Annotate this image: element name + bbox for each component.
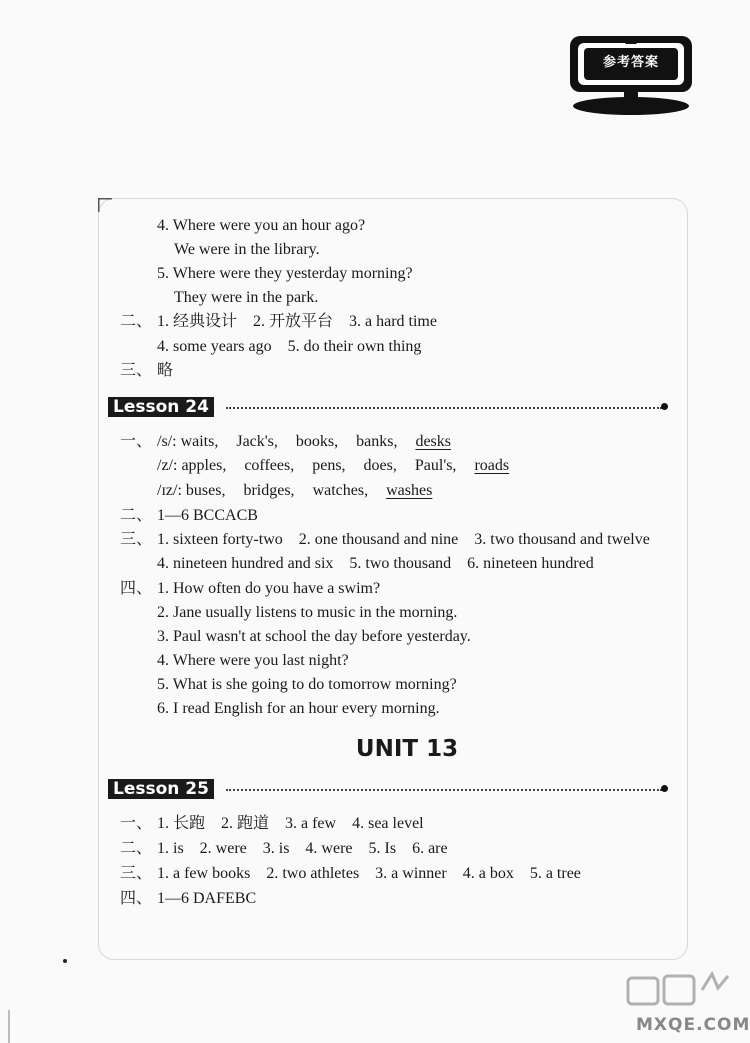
phonics-word: washes: [386, 482, 433, 499]
phonics-prefix: /z/:: [157, 457, 182, 474]
section-label: 二、: [120, 840, 153, 857]
phonics-word: banks,: [356, 433, 398, 450]
answer-line: 4. some years ago 5. do their own thing: [157, 338, 422, 355]
answer-line: 5. What is she going to do tomorrow morning?: [157, 676, 457, 693]
phonics-prefix: /ɪz/:: [157, 482, 186, 499]
phonics-word: pens,: [312, 457, 346, 474]
answer-line: 略: [157, 362, 174, 379]
corner-fold-icon: [98, 198, 112, 212]
watermark-text: MXQE.COM: [636, 1015, 750, 1035]
answer-line: 4. Where were you last night?: [157, 652, 349, 669]
section-label: 三、: [120, 865, 153, 882]
rule-end-dot: [661, 785, 668, 792]
phonics-word: buses,: [185, 482, 226, 499]
phonics-word: waits,: [180, 433, 219, 450]
phonics-prefix: /s/:: [157, 433, 181, 450]
answer-badge-label: 参考答案: [602, 55, 659, 70]
answer-line: 1. is 2. were 3. is 4. were 5. Is 6. are: [157, 840, 448, 857]
rule-end-dot: [661, 403, 668, 410]
section-label: 二、: [120, 507, 153, 524]
unit-title: UNIT 13: [355, 736, 459, 762]
phonics-word: Jack's,: [236, 433, 278, 450]
answer-line: 5. Where were they yesterday morning?: [157, 265, 413, 282]
answer-line: 1. 经典设计 2. 开放平台 3. a hard time: [157, 313, 437, 330]
phonics-word: coffees,: [244, 457, 295, 474]
dotted-rule: [226, 407, 662, 409]
lesson-tag: Lesson 25: [108, 779, 214, 799]
section-label: 四、: [120, 890, 153, 907]
phonics-row-z: [157, 456, 523, 476]
answer-line: 6. I read English for an hour every morning.: [157, 700, 440, 717]
stray-dot: [63, 959, 67, 963]
answer-line: 1. a few books 2. two athletes 3. a winner 4. a box 5. a tree: [157, 865, 581, 882]
section-label: 三、: [120, 531, 153, 548]
answer-line: 3. Paul wasn't at school the day before yesterday.: [157, 628, 471, 645]
answer-line: 1—6 DAFEBC: [157, 890, 257, 907]
phonics-word: books,: [295, 433, 339, 450]
answer-line: They were in the park.: [174, 289, 319, 306]
answer-line: 1. How often do you have a swim?: [157, 580, 381, 597]
section-label: 一、: [120, 433, 153, 450]
section-label: 四、: [120, 580, 153, 597]
answer-line: 1—6 BCCACB: [157, 507, 258, 524]
answer-line: 4. nineteen hundred and six 5. two thousand 6. nineteen hundred: [157, 555, 594, 572]
phonics-word: roads: [474, 457, 510, 474]
phonics-word: watches,: [312, 482, 369, 499]
lesson-tag: Lesson 24: [108, 397, 214, 417]
phonics-word: apples,: [181, 457, 227, 474]
section-label: 二、: [120, 313, 153, 330]
section-label: 一、: [120, 815, 153, 832]
page-edge: [8, 1010, 10, 1043]
phonics-word: desks: [415, 433, 452, 450]
phonics-word: does,: [363, 457, 397, 474]
phonics-row-s: [157, 432, 465, 452]
section-label: 三、: [120, 362, 153, 379]
answer-line: 1. 长跑 2. 跑道 3. a few 4. sea level: [157, 815, 424, 832]
answer-line: 4. Where were you an hour ago?: [157, 217, 366, 234]
answer-line: 2. Jane usually listens to music in the morning.: [157, 604, 458, 621]
answer-badge-icon: [566, 32, 696, 118]
phonics-word: bridges,: [243, 482, 295, 499]
phonics-row-iz: [157, 481, 446, 501]
phonics-word: Paul's,: [414, 457, 457, 474]
dotted-rule: [226, 789, 662, 791]
lesson-header: [108, 397, 668, 417]
lesson-header: [108, 779, 668, 799]
answer-line: We were in the library.: [174, 241, 320, 258]
answer-line: 1. sixteen forty-two 2. one thousand and nine 3. two thousand and twelve: [157, 531, 650, 548]
